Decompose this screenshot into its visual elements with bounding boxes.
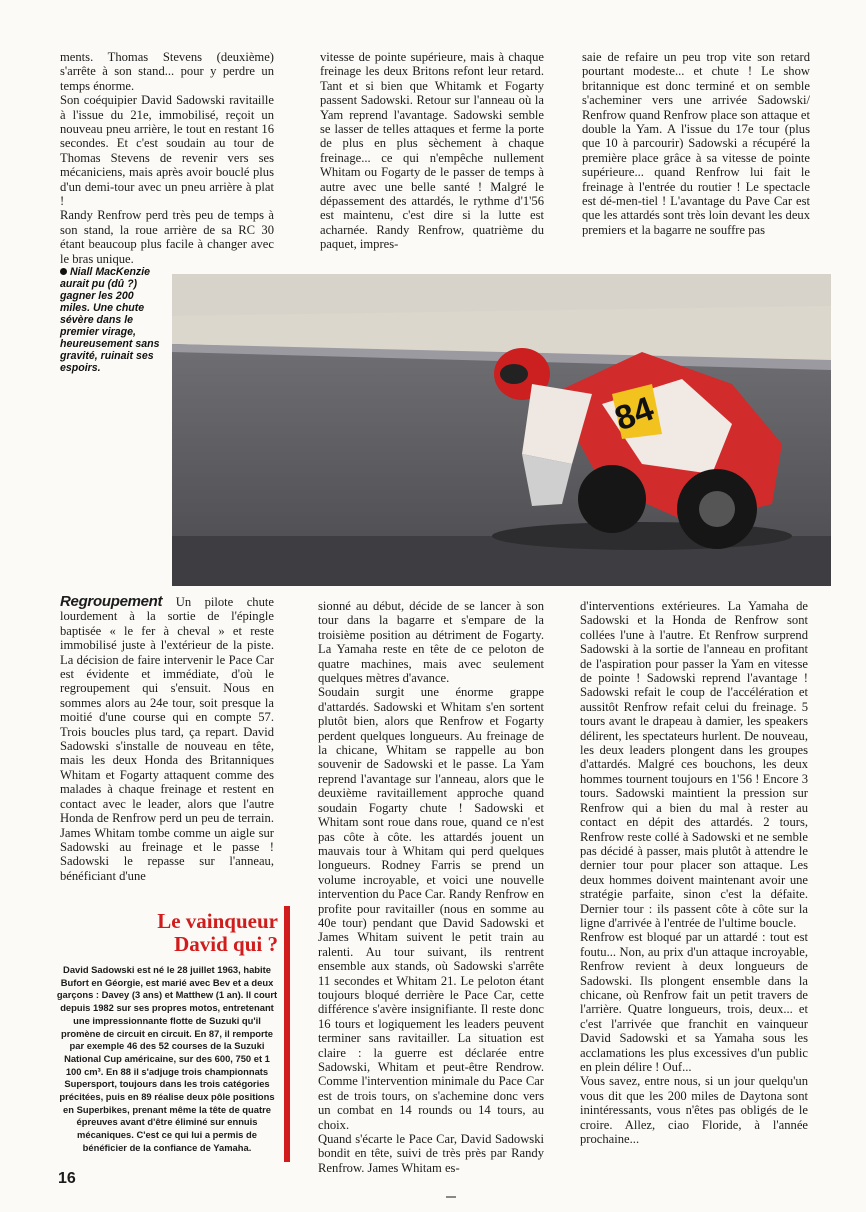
column-2-top <box>320 50 544 252</box>
paragraph: saie de refaire un peu trop vite son retard pourtant modeste... et chute ! Le show britannique est donc terminé et on semble s'acheminer vers une arrivée Sadowski/ Renfrow quand Renfrow place son attaque et double la Yam. A l'issue du 17e tour (plus que 10 à parcourir) Sadowski a récupéré la première place grâce à sa vitesse de pointe supérieure... quand Renfrow lui fait le freinage à l'entrée du routier ! Le spectacle est dé-men-tiel ! L'avantage du Pave Car est que les attardés sont très loin devant les deux premiers et la bagarre ne souffre pas <box>582 50 810 237</box>
bullet-icon <box>60 268 67 275</box>
paragraph: Quand s'écarte le Pace Car, David Sadowski bondit en tête, suivi de très près par Randy Renfrow. James Whitam es- <box>318 1132 544 1175</box>
race-photo <box>172 274 831 586</box>
paragraph: Un pilote chute lourdement à la sortie de l'épingle baptisée « le fer à cheval » et reste immobilisé juste à l'extérieur de la piste. La décision de faire intervenir le Pace Car est évidente et immédiate, d'où le regroupement qui s'ensuit. Nous en sommes alors au 24e tour, soit presque la moitié d'une course qui en compte 57. Trois boucles plus tard, ça repart. David Sadowski s'installe de nouveau en tête, mais les deux Honda des Britanniques Whitam et Fogarty attaquent comme des malades à chaque freinage et restent en contact avec le leader, alors que l'autre Honda de Renfrow perd un peu de terrain. James Whitam tombe comme un aigle sur Sadowski au freinage et le passe ! Sadowski le repasse sur l'anneau, bénéficiant d'une <box>60 595 274 883</box>
column-3-top <box>582 50 810 237</box>
column-3-bottom <box>580 599 808 1146</box>
column-2-bottom <box>318 599 544 1175</box>
column-1-top <box>60 50 274 266</box>
photo-caption: Niall MacKenzie aurait pu (dû ?) gagner les 200 miles. Une chute sévère dans le premier virage, heureusement sans gravité, ruinait ses espoirs. <box>60 266 160 374</box>
column-1-bottom <box>60 595 274 883</box>
page-number: 16 <box>58 1170 76 1187</box>
section-heading: Regroupement <box>60 593 163 610</box>
paragraph: vitesse de pointe supérieure, mais à chaque freinage les deux Britons refont leur retard. Tant et si bien que Whitamk et Fogarty passent Sadowski. Retour sur l'anneau où la Yam reprend l'avantage. Sadowski semble se lasser de telles attaques et ferme la porte de plus en plus sèchement à chaque freinage... ce qui n'empêche nullement Whitam ou Fogarty de le passer de temps à autre avec une belle santé ! Malgré le dépassement des attardés, le rythme d'1'56 est maintenu, c'est dire si la lutte est acharnée. Randy Renfrow, quatrième du paquet, impres- <box>320 50 544 252</box>
paragraph: Soudain surgit une énorme grappe d'attardés. Sadowski et Whitam s'en sortent plutôt bien, alors que Renfrow et Fogarty perdent quelques longueurs. Au freinage de la chicane, Whitam se rappelle au bon souvenir de Sadowski et le passe. La Yam reprend l'avantage sur l'anneau, alors que le deuxième ravitaillement approche quand soudain Fogarty chute ! Sadowski et Whitam sont roue dans roue, quand ce n'est pas côte à côte. les attardés jouent un mauvais tour à Whitam qui perd quelques longueurs. Rodney Farris se prend un volume incroyable, et voici une nouvelle intervention du Pace Car. Randy Renfrow en profite pour ravitailler (nous en somme au 40e tour) pendant que David Sadowski et James Whitam suivent le petit train au ralenti. Au tour suivant, ils rentrent ensemble aux stands, où Sadowski s'arrête 11 secondes et Whitam 21. Le peloton étant toujours bloqué derrière le Pace Car, cette différence s'avère insignifiante. Il reste donc 16 tours et logiquement les leaders peuvent terminer sans ravitailler. La situation est claire : la guerre est déclarée entre Sadowski, Whitam et peut-être Rendrow. Comme l'intervention minimale du Pace Car est de trois tours, on s'achemine donc vers un combat en 14 rounds ou 14 tours, au choix. <box>318 685 544 1132</box>
sidebar-body: David Sadowski est né le 28 juillet 1963, habite Bufort en Géorgie, est marié avec Bev et a deux garçons : Davey (3 ans) et Matthew (1 an). Il court depuis 1982 sur ses propres motos, entretenant une impressionnante flotte de Suzuki qu'il promène de circuit en circuit. En 87, il remporte par exemple 46 des 52 courses de la Suzuki National Cup américaine, sur des 600, 750 et 1 100 cm³. En 88 il s'adjuge trois championnats Supersport, toujours dans les trois catégories précitées, puis en 89 réalise deux pôle positions en Superbikes, prenant même la tête de quatre épreuves avant d'être éliminé sur ennuis mécaniques. C'est ce qui lui a permis de bénéficier de la confiance de Yamaha. <box>56 964 278 1153</box>
sidebar-accent-bar <box>284 906 290 1162</box>
paragraph: ments. Thomas Stevens (deuxième) s'arrête à son stand... pour y perdre un temps énorme. <box>60 50 274 93</box>
paragraph: Randy Renfrow perd très peu de temps à son stand, la roue arrière de sa RC 30 étant beaucoup plus facile à changer avec le bras unique. <box>60 208 274 266</box>
paragraph: Vous savez, entre nous, si un jour quelqu'un vous dit que les 200 miles de Daytona sont inintéressants, vous n'êtes pas obligés de le croire. Allez, ciao Floride, à l'année prochaine... <box>580 1074 808 1147</box>
sidebar-title: Le vainqueur David qui ? <box>157 909 278 956</box>
paragraph: Son coéquipier David Sadowski ravitaille à l'issue du 21e, immobilisé, reçoit un nouveau pneu arrière, le tout en restant 16 secondes. Et c'est soudain au tour de Thomas Stevens de revenir vers ses mécaniciens, mais après avoir bouclé plus d'un demi-tour avec un pneu arrière à plat ! <box>60 93 274 209</box>
paragraph: sionné au début, décide de se lancer à son tour dans la bagarre et s'empare de la troisième position au détriment de Fogarty. La Yamaha reste en tête de ce peloton de quatre machines, mais avec seulement quelques mètres d'avance. <box>318 599 544 686</box>
bike-number: 84 <box>610 389 659 439</box>
paragraph: Renfrow est bloqué par un attardé : tout est foutu... Non, au prix d'un attaque incroyable, Renfrow revient à deux longueurs de Sadowski. Ils plongent ensemble dans la chicane, où Renfrow fait un petit travers de l'arrière. Quatre longueurs, trois, deux... et c'est l'arrivée que franchit en vainqueur David Sadowski et sa Yamaha sous les acclamations les plus excessives d'un public en plein délire ! Ouf... <box>580 930 808 1074</box>
paragraph: d'interventions extérieures. La Yamaha de Sadowski et la Honda de Renfrow sont collées l'une à l'autre. Et Renfrow surprend Sadowski à la sortie de l'anneau en profitant de l'aspiration pour passer la Yam en vitesse de pointe ! Sadowski reprend l'avantage ! Sadowski refait le coup de l'accélération et aussitôt Renfrow refait celui du freinage. 5 tours avant le drapeau à damier, les speakers délirent, les spectateurs hurlent. De nouveau, les deux leaders plongent dans les groupes d'attardés. Malgré ces bouchons, les deux hommes tournent toujours en 1'56 ! Encore 3 tours. Sadowski maintient la pression sur Renfrow qui a bien du mal à rester au contact en dépit des attardés. 2 tours, Renfrow reste collé à Sadowski et ne semble pas décidé à passer, mais plutôt à attendre le dernier tour pour placer son attaque. Les deux hommes doivent maintenant avoir une stratégie parfaite, sinon c'est la défaite. Dernier tour : ils passent côte à côte sur la ligne d'arrivée à l'entrée de l'ultime boucle. <box>580 599 808 930</box>
footer-mark <box>446 1196 456 1198</box>
sidebar-winner <box>56 910 288 1155</box>
